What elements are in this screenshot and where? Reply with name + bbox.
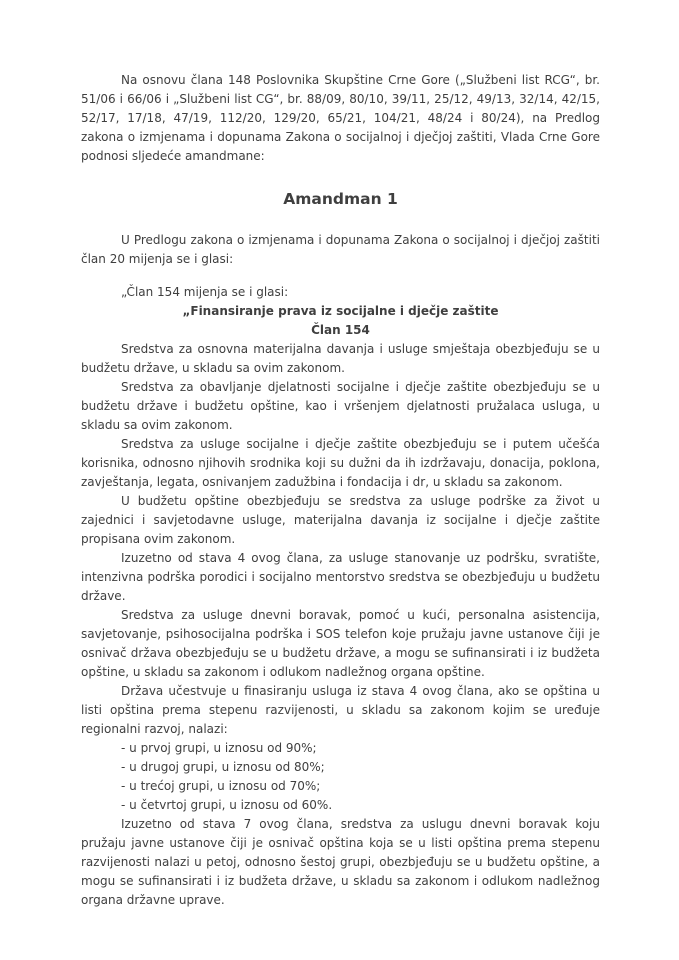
amendment-intro-paragraph: U Predlogu zakona o izmjenama i dopunama Zakona o socijalnoj i dječjoj zaštiti član 20 mijenja se i glasi: [81,233,600,266]
body-paragraph-7: Država učestvuje u finasiranju usluga iz stava 4 ovog člana, ako se opština u listi opština prema stepenu razvijenosti, u skladu sa zakonom kojim se uređuje regionalni razvoj, nalazi: [81,684,600,736]
group-list-item-2: - u drugoj grupi, u iznosu od 80%; [121,760,325,774]
body-paragraph-1: Sredstva za osnovna materijalna davanja i usluge smještaja obezbjeđuju se u budžetu države, u skladu sa ovim zakonom. [81,342,600,375]
closing-paragraph: Izuzetno od stava 7 ovog člana, sredstva za uslugu dnevni boravak koju pružaju javne ustanove čiji je osnivač opština koja se u listi opština prema stepenu razvijenosti nalazi u petoj, odnosno šestoj grupi, obezbjeđuju se u budžetu opštine, a mogu se sufinansirati i iz budžeta države, u skladu sa zakonom i odlukom nadležnog organa državne uprave. [81,817,600,907]
intro-paragraph: Na osnovu člana 148 Poslovnika Skupštine Crne Gore („Službeni list RCG“, br. 51/06 i 66/06 i „Službeni list CG“, br. 88/09, 80/10, 39/11, 25/12, 49/13, 32/14, 42/15, 52/17, 17/18, 47/19, 112/20, 129/20, 65/21, 104/21, 48/24 i 80/24), na Predlog zakona o izmjenama i dopunama Zakona o socijalnoj i dječjoj zaštiti, Vlada Crne Gore podnosi sljedeće amandmane: [81,73,600,163]
body-paragraph-5: Izuzetno od stava 4 ovog člana, za usluge stanovanje uz podršku, svratište, intenzivna podrška porodici i socijalno mentorstvo sredstva se obezbjeđuju u budžetu države. [81,551,600,603]
article-subtitle: „Finansiranje prava iz socijalne i dječje zaštite [182,304,499,318]
article-change-line: „Član 154 mijenja se i glasi: [121,285,289,299]
group-list-item-1: - u prvoj grupi, u iznosu od 90%; [121,741,317,755]
group-list-item-4: - u četvrtoj grupi, u iznosu od 60%. [121,798,333,812]
body-paragraph-2: Sredstva za obavljanje djelatnosti socijalne i dječje zaštite obezbjeđuju se u budžetu države i budžetu opštine, kao i vršenjem djelatnosti pružalaca usluga, u skladu sa ovim zakonom. [81,380,600,432]
body-paragraph-6: Sredstva za usluge dnevni boravak, pomoć u kući, personalna asistencija, savjetovanje, psihosocijalna podrška i SOS telefon koje pružaju javne ustanove čiji je osnivač država obezbjeđuju se u budžetu države, a mogu se sufinansirati i iz budžeta opštine, u skladu sa zakonom i odlukom nadležnog organa opštine. [81,608,600,679]
body-paragraph-4: U budžetu opštine obezbjeđuju se sredstva za usluge podrške za život u zajednici i savjetodavne usluge, materijalna davanja iz socijalne i dječje zaštite propisana ovim zakonom. [81,494,600,546]
body-paragraph-3: Sredstva za usluge socijalne i dječje zaštite obezbjeđuju se i putem učešća korisnika, odnosno njihovih srodnika koji su dužni da ih izdržavaju, donacija, poklona, zavještanja, legata, osnivanjem zadužbina i fondacija i dr, u skladu sa zakonom. [81,437,600,489]
amendment-heading: Amandman 1 [283,190,398,208]
article-number-heading: Član 154 [311,323,370,337]
group-list-item-3: - u trećoj grupi, u iznosu od 70%; [121,779,321,793]
